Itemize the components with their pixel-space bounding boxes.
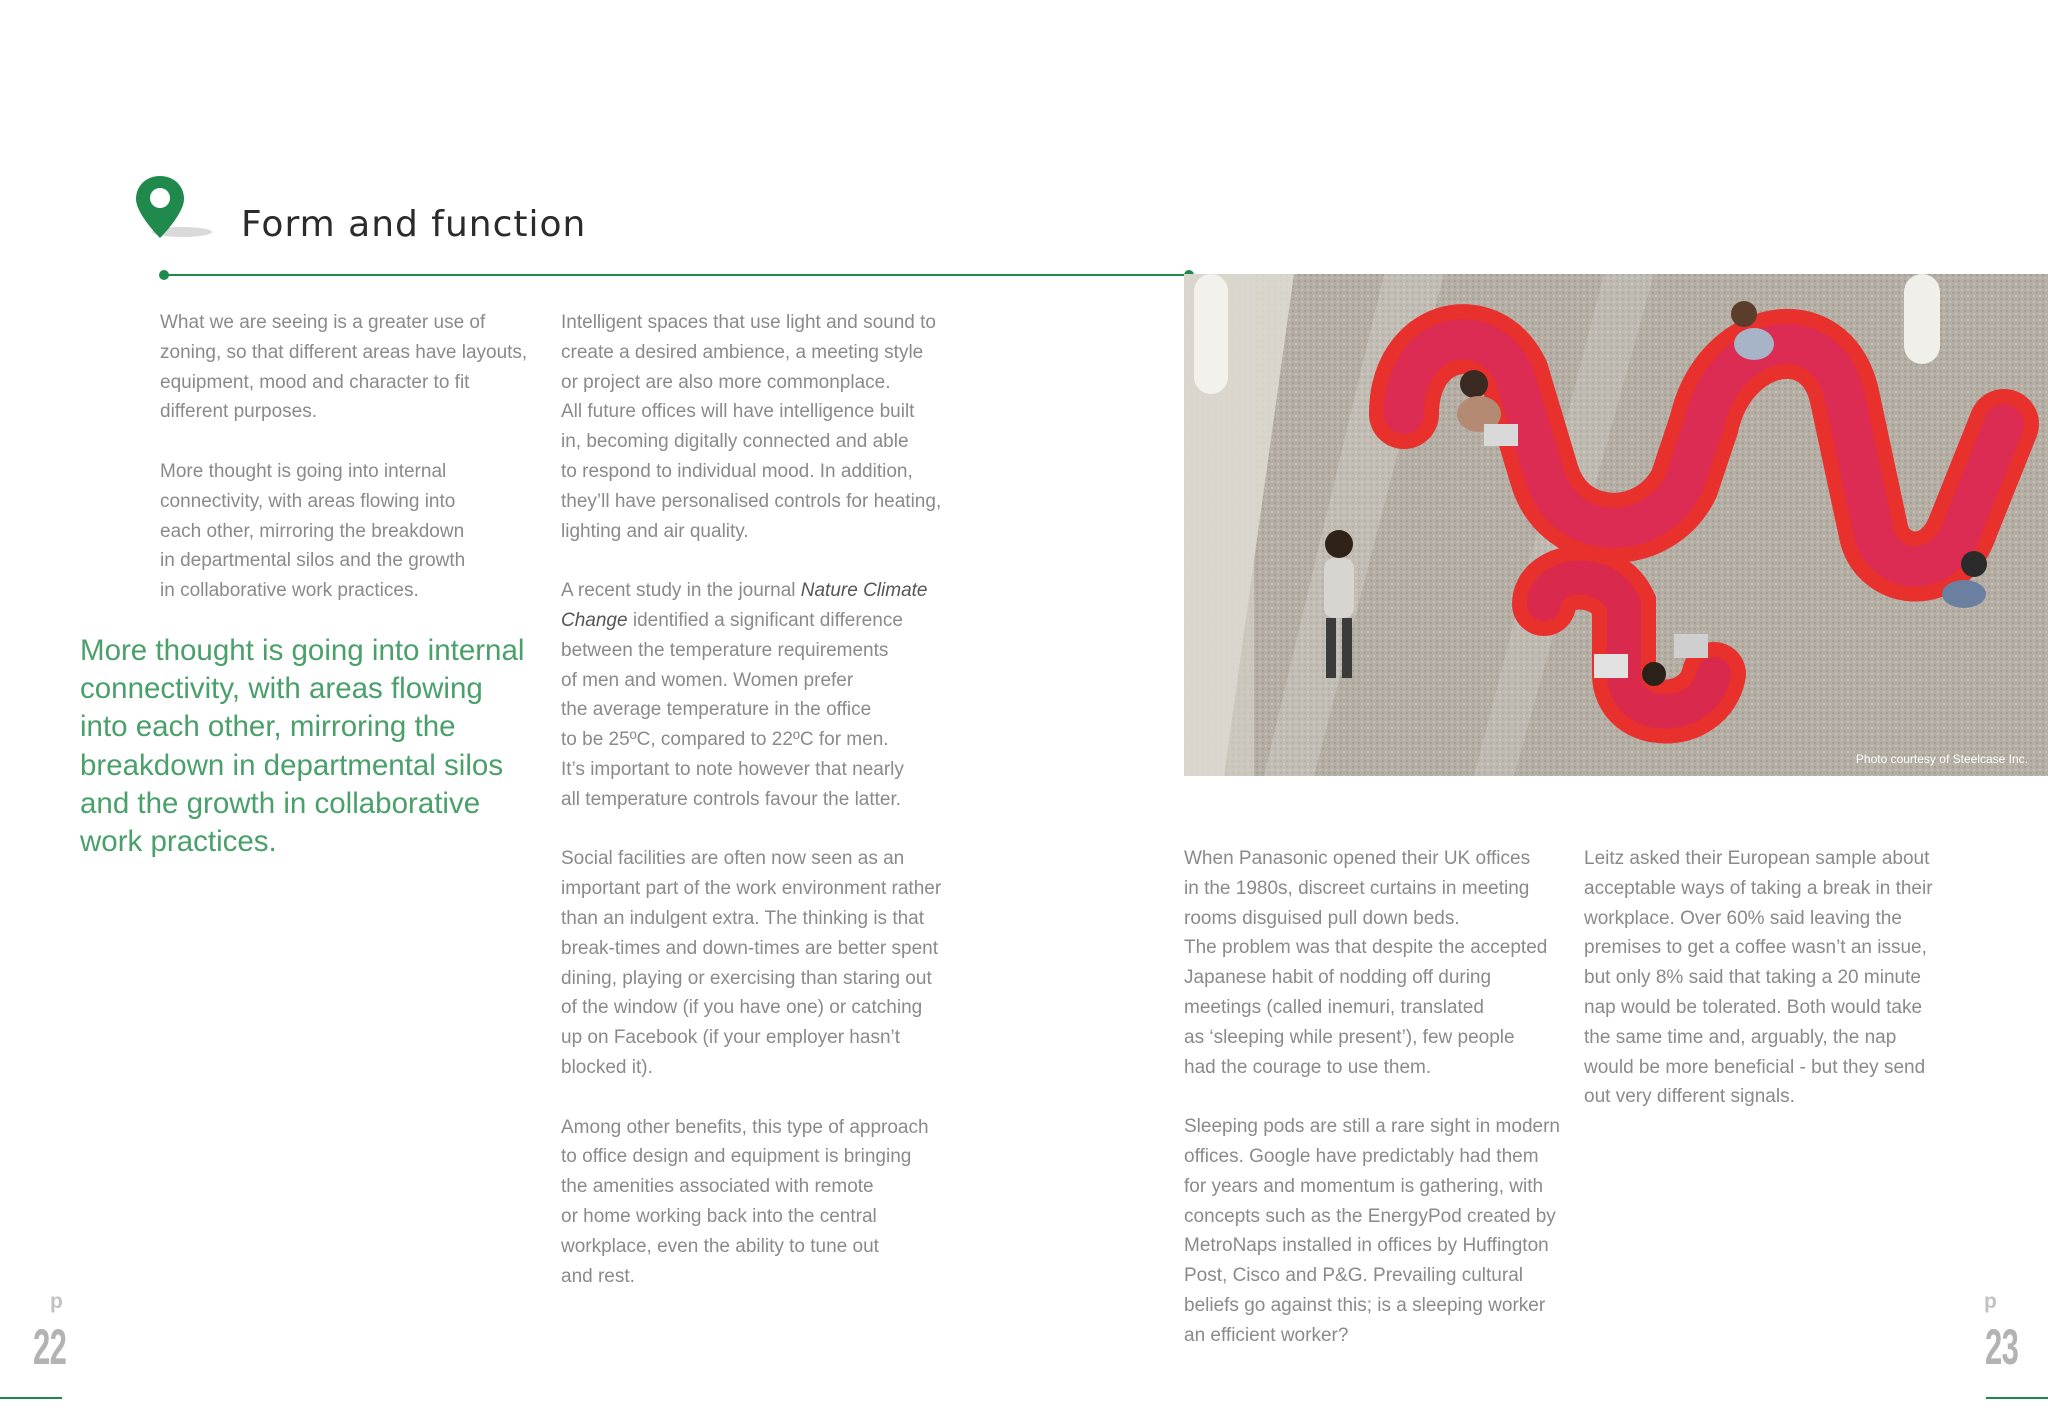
office-pods-photo — [1184, 274, 2048, 776]
rule-start-dot — [159, 270, 169, 280]
photo-credit: Photo courtesy of Steelcase Inc. — [1855, 752, 2028, 766]
column-1 — [160, 308, 527, 606]
journal-title: Nature Climate — [800, 580, 928, 602]
page-rule-right — [1986, 1397, 2048, 1399]
column-2 — [561, 308, 941, 1291]
photo-illustration — [1184, 274, 2048, 776]
column-4 — [1584, 844, 1933, 1112]
paragraph: What we are seeing is a greater use of zoning, so that different areas have layouts, equipment, mood and character to fit different purposes. — [160, 312, 528, 423]
journal-title: Change — [561, 609, 628, 631]
paragraph: A recent study in the journal Nature Climate Change identified a significant difference between the temperature requirements of men and women. Women prefer the average temperature in the office to be 25ºC, compared to 22ºC for men. It’s important to note however that nearly all temperature controls favour the latter. — [561, 580, 928, 810]
paragraph: Intelligent spaces that use light and sound to create a desired ambience, a meeting style or project are also more commonplace. All future offices will have intelligence built in, becoming digitally connected and able to respond to individual mood. In addition, they’ll have personalised controls for heating, lighting and air quality. — [561, 312, 942, 542]
page-number-right-value: 23 — [1985, 1319, 2019, 1375]
paragraph: Social facilities are often now seen as an important part of the work environment rather than an indulgent extra. The thinking is that break-times and down-times are better spent dining, playing or exercising than staring out of the window (if you have one) or catching up on Facebook (if your employer hasn’t blocked it). — [561, 848, 942, 1078]
pull-quote: More thought is going into internal connectivity, with areas flowing into each other, mirroring the breakdown in departmental silos and the growth in collaborative work practices. — [80, 634, 525, 859]
page-title: Form and function — [241, 204, 587, 245]
paragraph: When Panasonic opened their UK offices in the 1980s, discreet curtains in meeting rooms disguised pull down beds. The problem was that despite the accepted Japanese habit of nodding off during meetings (called inemuri, translated as ‘sleeping while present’), few people had the courage to use them. — [1184, 848, 1548, 1078]
page-number-right: p — [1984, 1290, 1997, 1313]
page-number-left-value: 22 — [33, 1319, 67, 1375]
paragraph: Sleeping pods are still a rare sight in modern offices. Google have predictably had them for years and momentum is gathering, with concepts such as the EnergyPod created by MetroNaps installed in offices by Huffington Post, Cisco and P&G. Prevailing cultural beliefs go against this; is a sleeping worker an efficient worker? — [1184, 1116, 1560, 1346]
column-3 — [1184, 844, 1560, 1351]
location-pin-icon — [130, 174, 216, 242]
paragraph: Leitz asked their European sample about acceptable ways of taking a break in their workplace. Over 60% said leaving the premises to get a coffee wasn’t an issue, but only 8% said that taking a 20 minute nap would be tolerated. Both would take the same time and, arguably, the nap would be more beneficial - but they send out very different signals. — [1584, 848, 1933, 1108]
page-rule-left — [0, 1397, 62, 1399]
paragraph: Among other benefits, this type of approach to office design and equipment is bringing the amenities associated with remote or home working back into the central workplace, even the ability to tune out and rest. — [561, 1116, 929, 1287]
paragraph: More thought is going into internal connectivity, with areas flowing into each other, mirroring the breakdown in departmental silos and the growth in collaborative work practices. — [160, 460, 466, 602]
title-rule — [163, 274, 1189, 276]
page-number-left: p — [50, 1290, 63, 1313]
